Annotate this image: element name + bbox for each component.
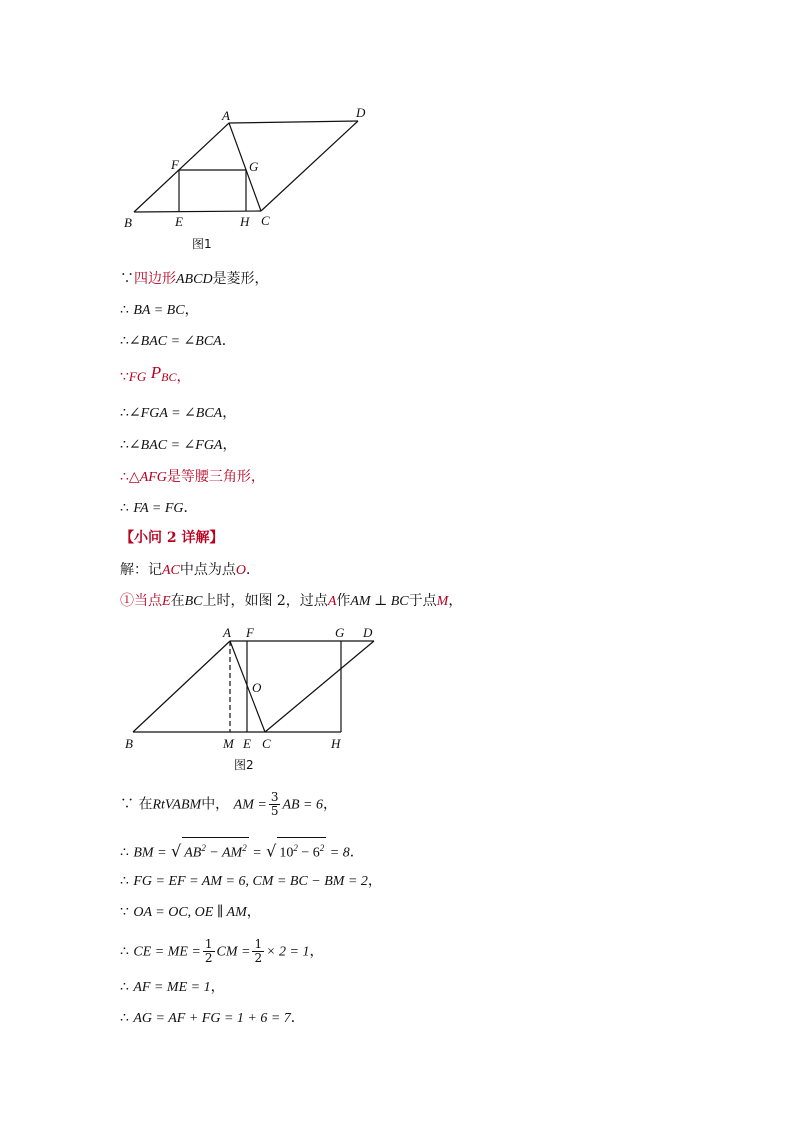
point-m-label-2: M <box>223 736 234 751</box>
proof-line-8: ∴ FA = FG． <box>120 500 198 516</box>
point-h-label: H <box>240 214 250 229</box>
point-c-label: C <box>261 213 270 228</box>
point-b-label-2: B <box>125 736 133 751</box>
solution-intro: 解：记AC中点为点O． <box>120 562 261 578</box>
figure-2-caption: 图2 <box>234 758 254 772</box>
proof-line-3: ∴∠BAC = ∠BCA． <box>120 333 236 349</box>
point-f-label: F <box>171 157 179 172</box>
calc-line-2: ∴ BM = √ $AB^2 - AM^2$ = √ $10^2 - 6^2 = 8$． <box>120 837 364 864</box>
proof-line-4: ∵FG PBC， <box>120 363 191 385</box>
proof-line-1: ∵四边形ABCD是菱形， <box>120 271 269 287</box>
point-d-label-2: D <box>363 625 373 640</box>
calc-line-1: ∵ 在RtVABM中， AM = $\frac{3}{5}$ AB = 6， <box>120 790 338 818</box>
calc-line-4: ∵ OA = OC, OE ∥ AM， <box>120 904 261 920</box>
calc-line-5: ∴ CE = ME = $\frac{1}{2}$ CM = $\frac{1}{2}$ × 2 = 1， <box>120 937 324 965</box>
figure-1-caption: 图1 <box>192 237 212 251</box>
section-heading-2: 【小问 2 详解】 <box>120 530 224 546</box>
point-o-label-2: O <box>252 680 262 695</box>
proof-line-7: ∴△AFG是等腰三角形， <box>120 469 265 485</box>
point-c-label-2: C <box>262 736 271 751</box>
calc-line-6: ∴ AF = ME = 1， <box>120 979 225 995</box>
rhombus-diagram-2 <box>115 620 385 780</box>
rhombus-diagram-1 <box>115 100 385 260</box>
proof-line-6: ∴∠BAC = ∠FGA， <box>120 437 237 453</box>
point-a-label: A <box>222 108 230 123</box>
proof-line-5: ∴∠FGA = ∠BCA， <box>120 405 237 421</box>
calc-line-7: ∴ AG = AF + FG = 1 + 6 = 7． <box>120 1010 305 1026</box>
point-h-label-2: H <box>331 736 341 751</box>
figure-1 <box>115 100 385 260</box>
proof-line-2: ∴ BA = BC， <box>120 302 199 318</box>
point-f-label-2: F <box>246 625 254 640</box>
point-a-label-2: A <box>223 625 231 640</box>
point-g-label-2: G <box>335 625 345 640</box>
point-g-label: G <box>249 159 259 174</box>
calc-line-3: ∴ FG = EF = AM = 6, CM = BC − BM = 2， <box>120 873 382 889</box>
figure-2 <box>115 620 385 780</box>
point-b-label: B <box>124 215 132 230</box>
point-d-label: D <box>356 105 366 120</box>
case-1-line: ①当点E在BC上时，如图 2，过点A作AM ⊥ BC于点M， <box>120 593 463 609</box>
point-e-label-2: E <box>243 736 251 751</box>
point-e-label: E <box>175 214 183 229</box>
